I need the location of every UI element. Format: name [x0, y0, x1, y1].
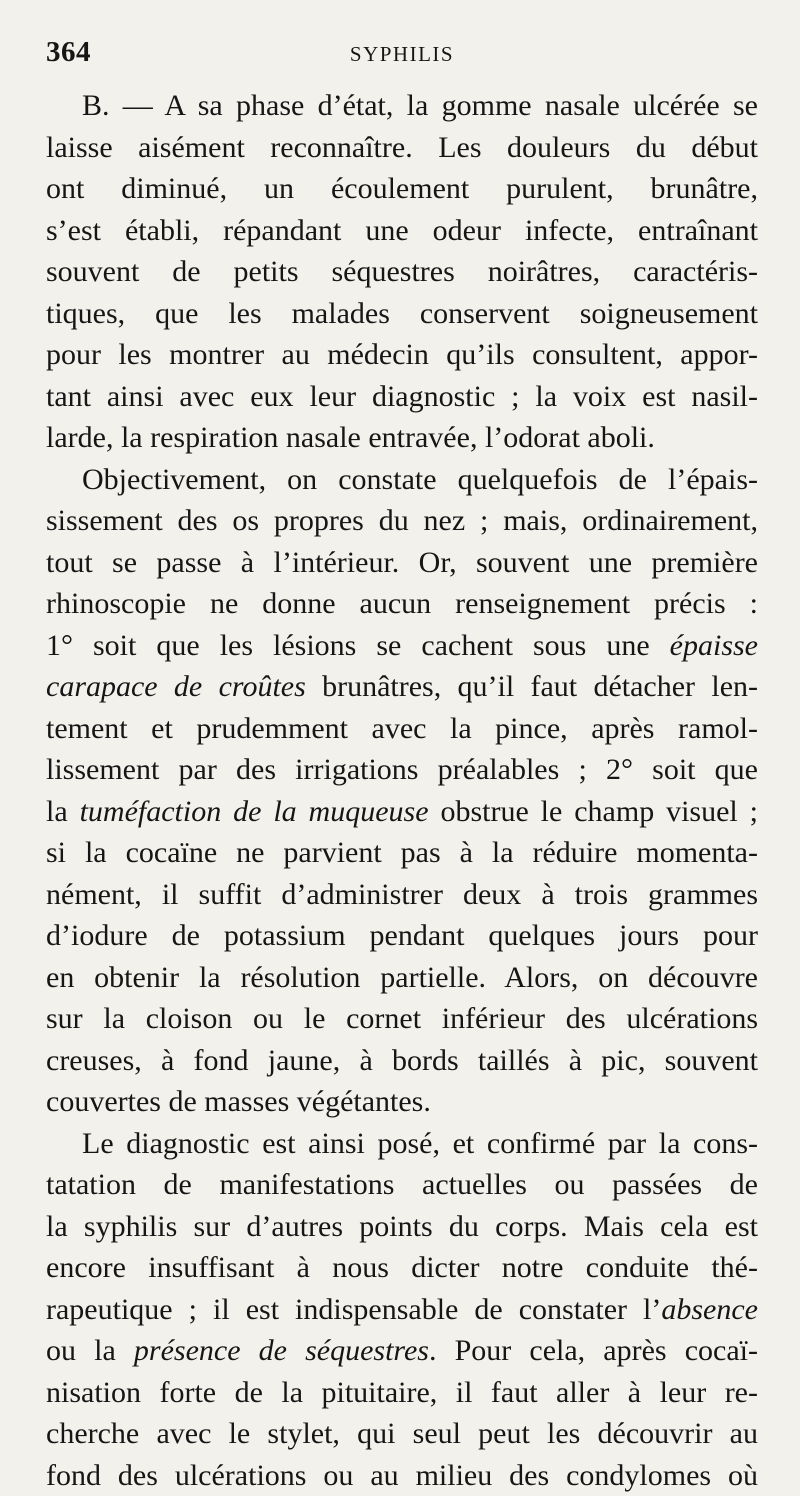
text-run: obstrue le champ visuel ;: [429, 795, 758, 828]
text-run: brunâtres, qu’il faut détacher len-: [306, 670, 758, 703]
text-line: en obtenir la résolution partielle. Alors, on découvre: [46, 957, 758, 999]
body-text: [46, 85, 758, 1496]
text-line: [46, 666, 758, 708]
text-line: ont diminué, un écoulement purulent, brunâtre,: [46, 168, 758, 210]
italic-phrase: absence: [661, 1293, 758, 1326]
text-line: [46, 1330, 758, 1372]
text-line: rhinoscopie ne donne aucun renseignement précis :: [46, 583, 758, 625]
text-line: lissement par des irrigations préalables ; 2° soit que: [46, 749, 758, 791]
text-line: B. — A sa phase d’état, la gomme nasale ulcérée se: [46, 85, 758, 127]
text-run: rapeutique ; il est indispensable de constater l’: [46, 1293, 661, 1326]
text-line: Le diagnostic est ainsi posé, et confirmé par la cons-: [46, 1123, 758, 1165]
text-line: pour les montrer au médecin qu’ils consultent, appor-: [46, 334, 758, 376]
text-line: sur la cloison ou le cornet inférieur des ulcérations: [46, 998, 758, 1040]
text-line: [46, 1289, 758, 1331]
text-line: la syphilis sur d’autres points du corps. Mais cela est: [46, 1206, 758, 1248]
text-line: nisation forte de la pituitaire, il faut aller à leur re-: [46, 1372, 758, 1414]
page-number: 364: [46, 36, 91, 69]
text-line: Objectivement, on constate quelquefois de l’épais-: [46, 459, 758, 501]
text-line: creuses, à fond jaune, à bords taillés à pic, souvent: [46, 1040, 758, 1082]
page-header: [46, 36, 758, 76]
text-line: tatation de manifestations actuelles ou passées de: [46, 1164, 758, 1206]
text-line: s’est établi, répandant une odeur infecte, entraînant: [46, 210, 758, 252]
text-line: [46, 791, 758, 833]
text-line: encore insuffisant à nous dicter notre conduite thé-: [46, 1247, 758, 1289]
text-line: laisse aisément reconnaître. Les douleurs du début: [46, 127, 758, 169]
text-line: tiques, que les malades conservent soigneusement: [46, 293, 758, 335]
text-line: cherche avec le stylet, qui seul peut les découvrir au: [46, 1413, 758, 1455]
italic-phrase: tuméfaction de la muqueuse: [80, 795, 429, 828]
text-run: la: [46, 795, 80, 828]
text-run: . Pour cela, après cocaï-: [429, 1334, 758, 1367]
text-line: larde, la respiration nasale entravée, l’odorat aboli.: [46, 417, 758, 459]
text-run: 1° soit que les lésions se cachent sous une: [46, 629, 670, 662]
text-line: fond des ulcérations ou au milieu des condylomes où: [46, 1455, 758, 1496]
text-line: [46, 625, 758, 667]
italic-phrase: épaisse: [670, 629, 758, 662]
running-head: SYPHILIS: [46, 42, 758, 67]
text-run: ou la: [46, 1334, 134, 1367]
text-line: souvent de petits séquestres noirâtres, caractéris-: [46, 251, 758, 293]
italic-phrase: présence de séquestres: [134, 1334, 429, 1367]
italic-phrase: carapace de croûtes: [46, 670, 306, 703]
text-line: couvertes de masses végétantes.: [46, 1081, 758, 1123]
text-line: tout se passe à l’intérieur. Or, souvent une première: [46, 542, 758, 584]
text-line: nément, il suffit d’administrer deux à trois grammes: [46, 874, 758, 916]
text-line: d’iodure de potassium pendant quelques jours pour: [46, 915, 758, 957]
text-line: tement et prudemment avec la pince, après ramol-: [46, 708, 758, 750]
text-line: sissement des os propres du nez ; mais, ordinairement,: [46, 500, 758, 542]
text-line: si la cocaïne ne parvient pas à la réduire momenta-: [46, 832, 758, 874]
text-line: tant ainsi avec eux leur diagnostic ; la voix est nasil-: [46, 376, 758, 418]
